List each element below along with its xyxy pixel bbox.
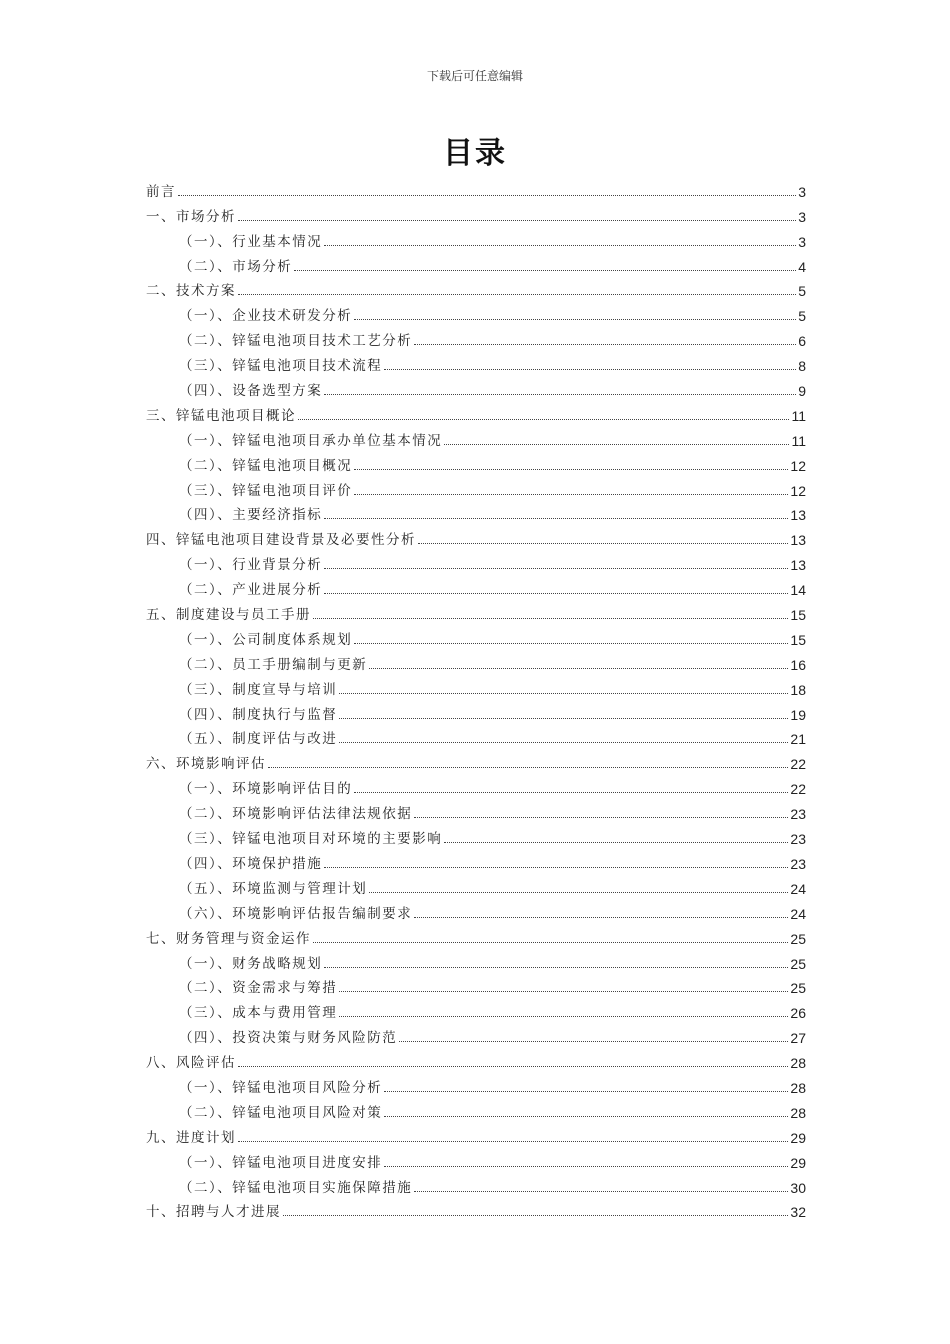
toc-entry-label: （三）、锌锰电池项目技术流程 — [179, 358, 383, 375]
toc-dot-leader — [324, 593, 788, 594]
toc-entry-page: 22 — [790, 756, 806, 773]
toc-entry-page: 5 — [798, 308, 806, 325]
toc-entry[interactable] — [146, 598, 806, 623]
toc-entry-label: （一）、企业技术研发分析 — [179, 308, 353, 325]
toc-entry-page: 13 — [790, 507, 806, 524]
toc-entry-page: 24 — [790, 905, 806, 922]
toc-entry[interactable] — [146, 822, 806, 847]
toc-entry-label: 一、市场分析 — [146, 208, 236, 225]
toc-entry-label: （一）、公司制度体系规划 — [179, 631, 353, 648]
toc-entry-label: （三）、成本与费用管理 — [179, 1005, 338, 1022]
toc-entry-label: 九、进度计划 — [146, 1129, 236, 1146]
toc-entry-label: （一）、锌锰电池项目承办单位基本情况 — [179, 432, 443, 449]
toc-entry-label: （三）、锌锰电池项目评价 — [179, 482, 353, 499]
toc-entry-label: （二）、锌锰电池项目技术工艺分析 — [179, 333, 413, 350]
toc-entry-page: 26 — [790, 1005, 806, 1022]
toc-entry[interactable] — [146, 947, 806, 972]
toc-dot-leader — [324, 518, 788, 519]
toc-dot-leader — [324, 568, 788, 569]
toc-entry-label: （二）、锌锰电池项目风险对策 — [179, 1104, 383, 1121]
toc-entry-page: 29 — [790, 1154, 806, 1171]
toc-entry[interactable] — [146, 1021, 806, 1046]
toc-dot-leader — [414, 917, 788, 918]
toc-entry-label: 十、招聘与人才进展 — [146, 1204, 281, 1221]
toc-entry-label: （四）、设备选型方案 — [179, 383, 323, 400]
toc-entry[interactable] — [146, 872, 806, 897]
toc-entry-label: （二）、锌锰电池项目概况 — [179, 457, 353, 474]
toc-entry-page: 4 — [798, 258, 806, 275]
toc-entry[interactable] — [146, 225, 806, 250]
toc-dot-leader — [339, 718, 788, 719]
toc-entry-page: 3 — [798, 208, 806, 225]
toc-entry[interactable] — [146, 474, 806, 499]
toc-entry-label: （二）、员工手册编制与更新 — [179, 656, 368, 673]
toc-dot-leader — [354, 494, 788, 495]
toc-entry-label: 八、风险评估 — [146, 1055, 236, 1072]
toc-entry[interactable] — [146, 847, 806, 872]
toc-dot-leader — [414, 344, 796, 345]
toc-entry-page: 25 — [790, 930, 806, 947]
toc-entry-page: 32 — [790, 1204, 806, 1221]
toc-entry-label: （五）、环境监测与管理计划 — [179, 880, 368, 897]
toc-entry[interactable] — [146, 548, 806, 573]
toc-dot-leader — [339, 742, 788, 743]
toc-entry-page: 22 — [790, 781, 806, 798]
toc-entry[interactable] — [146, 523, 806, 548]
toc-entry-page: 28 — [790, 1104, 806, 1121]
toc-dot-leader — [444, 444, 789, 445]
toc-entry-label: （二）、锌锰电池项目实施保障措施 — [179, 1179, 413, 1196]
toc-entry[interactable] — [146, 623, 806, 648]
toc-dot-leader — [298, 419, 789, 420]
toc-entry[interactable] — [146, 499, 806, 524]
toc-entry-label: 五、制度建设与员工手册 — [146, 607, 311, 624]
toc-entry-label: （一）、锌锰电池项目风险分析 — [179, 1079, 383, 1096]
toc-dot-leader — [369, 668, 788, 669]
toc-entry-page: 15 — [790, 631, 806, 648]
toc-entry-page: 8 — [798, 358, 806, 375]
toc-entry[interactable] — [146, 723, 806, 748]
toc-dot-leader — [369, 892, 788, 893]
toc-entry-label: （六）、环境影响评估报告编制要求 — [179, 905, 413, 922]
toc-entry-label: （一）、行业基本情况 — [179, 233, 323, 250]
toc-dot-leader — [384, 1091, 788, 1092]
toc-entry-label: 三、锌锰电池项目概论 — [146, 407, 296, 424]
toc-entry[interactable] — [146, 399, 806, 424]
toc-dot-leader — [238, 1066, 788, 1067]
toc-dot-leader — [414, 817, 788, 818]
toc-entry-page: 24 — [790, 880, 806, 897]
toc-entry-page: 9 — [798, 383, 806, 400]
toc-entry[interactable] — [146, 175, 806, 200]
toc-entry-page: 23 — [790, 831, 806, 848]
toc-entry[interactable] — [146, 449, 806, 474]
toc-entry-label: （一）、财务战略规划 — [179, 955, 323, 972]
toc-entry-page: 11 — [791, 432, 806, 449]
toc-entry[interactable] — [146, 972, 806, 997]
toc-entry-label: 二、技术方案 — [146, 283, 236, 300]
toc-entry-page: 11 — [791, 407, 806, 424]
toc-dot-leader — [384, 369, 796, 370]
toc-entry-page: 23 — [790, 806, 806, 823]
toc-dot-leader — [283, 1215, 788, 1216]
toc-entry-page: 28 — [790, 1079, 806, 1096]
toc-entry[interactable] — [146, 797, 806, 822]
toc-entry-page: 28 — [790, 1055, 806, 1072]
toc-dot-leader — [294, 270, 796, 271]
toc-entry-page: 13 — [790, 532, 806, 549]
toc-dot-leader — [354, 469, 788, 470]
toc-entry[interactable] — [146, 1096, 806, 1121]
toc-dot-leader — [444, 842, 788, 843]
toc-entry[interactable] — [146, 374, 806, 399]
toc-entry-page: 23 — [790, 855, 806, 872]
toc-dot-leader — [238, 220, 796, 221]
toc-dot-leader — [399, 1041, 788, 1042]
toc-entry-label: （二）、市场分析 — [179, 258, 293, 275]
toc-entry[interactable] — [146, 922, 806, 947]
toc-entry[interactable] — [146, 349, 806, 374]
toc-entry[interactable] — [146, 573, 806, 598]
toc-entry-page: 14 — [790, 582, 806, 599]
toc-entry-label: （一）、行业背景分析 — [179, 557, 323, 574]
toc-entry-page: 3 — [798, 183, 806, 200]
toc-entry-label: （四）、投资决策与财务风险防范 — [179, 1030, 398, 1047]
toc-entry[interactable] — [146, 747, 806, 772]
toc-entry-page: 25 — [790, 955, 806, 972]
toc-entry[interactable] — [146, 1071, 806, 1096]
toc-entry-page: 12 — [790, 482, 806, 499]
toc-dot-leader — [313, 942, 788, 943]
toc-dot-leader — [339, 1016, 788, 1017]
toc-entry-page: 21 — [790, 731, 806, 748]
toc-entry-page: 12 — [790, 457, 806, 474]
toc-entry[interactable] — [146, 324, 806, 349]
toc-entry-page: 13 — [790, 557, 806, 574]
toc-entry-label: （二）、环境影响评估法律法规依据 — [179, 806, 413, 823]
toc-entry-label: （二）、资金需求与筹措 — [179, 980, 338, 997]
toc-entry-label: 六、环境影响评估 — [146, 756, 266, 773]
toc-dot-leader — [238, 294, 796, 295]
toc-entry-label: 前言 — [146, 183, 176, 200]
header-note: 下载后可任意编辑 — [426, 69, 523, 83]
toc-entry[interactable] — [146, 996, 806, 1021]
toc-entry-label: （一）、环境影响评估目的 — [179, 781, 353, 798]
toc-dot-leader — [324, 245, 796, 246]
toc-dot-leader — [238, 1141, 788, 1142]
toc-entry[interactable] — [146, 1046, 806, 1071]
toc-dot-leader — [268, 767, 788, 768]
toc-entry[interactable] — [146, 648, 806, 673]
toc-entry[interactable] — [146, 1196, 806, 1221]
toc-dot-leader — [354, 643, 788, 644]
toc-entry-label: 七、财务管理与资金运作 — [146, 930, 311, 947]
toc-entry[interactable] — [146, 772, 806, 797]
toc-entry[interactable] — [146, 897, 806, 922]
toc-dot-leader — [339, 991, 788, 992]
toc-entry[interactable] — [146, 424, 806, 449]
toc-entry-label: （四）、制度执行与监督 — [179, 706, 338, 723]
toc-entry[interactable] — [146, 275, 806, 300]
toc-entry-page: 25 — [790, 980, 806, 997]
toc-dot-leader — [339, 693, 788, 694]
toc-entry-page: 15 — [790, 607, 806, 624]
toc-dot-leader — [384, 1116, 788, 1117]
toc-entry-page: 19 — [790, 706, 806, 723]
table-of-contents — [146, 175, 806, 1220]
toc-dot-leader — [313, 618, 788, 619]
toc-entry-page: 30 — [790, 1179, 806, 1196]
toc-dot-leader — [354, 792, 788, 793]
toc-dot-leader — [414, 1191, 788, 1192]
toc-entry-page: 29 — [790, 1129, 806, 1146]
toc-dot-leader — [324, 394, 796, 395]
toc-dot-leader — [178, 195, 796, 196]
toc-title: 目录 — [443, 136, 507, 171]
toc-dot-leader — [354, 319, 796, 320]
toc-entry[interactable] — [146, 673, 806, 698]
toc-entry-page: 27 — [790, 1030, 806, 1047]
toc-entry-page: 16 — [790, 656, 806, 673]
toc-entry-page: 18 — [790, 681, 806, 698]
toc-entry-label: （二）、产业进展分析 — [179, 582, 323, 599]
toc-entry-label: 四、锌锰电池项目建设背景及必要性分析 — [146, 532, 416, 549]
toc-dot-leader — [418, 543, 788, 544]
toc-entry[interactable] — [146, 1146, 806, 1171]
toc-entry[interactable] — [146, 250, 806, 275]
toc-entry-label: （四）、主要经济指标 — [179, 507, 323, 524]
toc-entry-page: 3 — [798, 233, 806, 250]
toc-entry-page: 6 — [798, 333, 806, 350]
toc-entry[interactable] — [146, 698, 806, 723]
toc-entry-label: （三）、锌锰电池项目对环境的主要影响 — [179, 831, 443, 848]
toc-entry-page: 5 — [798, 283, 806, 300]
toc-dot-leader — [384, 1166, 788, 1167]
toc-entry-label: （一）、锌锰电池项目进度安排 — [179, 1154, 383, 1171]
toc-entry[interactable] — [146, 1171, 806, 1196]
toc-entry-label: （三）、制度宣导与培训 — [179, 681, 338, 698]
toc-dot-leader — [324, 867, 788, 868]
toc-entry-label: （五）、制度评估与改进 — [179, 731, 338, 748]
toc-entry[interactable] — [146, 200, 806, 225]
toc-entry-label: （四）、环境保护措施 — [179, 855, 323, 872]
toc-entry[interactable] — [146, 1121, 806, 1146]
toc-dot-leader — [324, 967, 788, 968]
toc-entry[interactable] — [146, 299, 806, 324]
